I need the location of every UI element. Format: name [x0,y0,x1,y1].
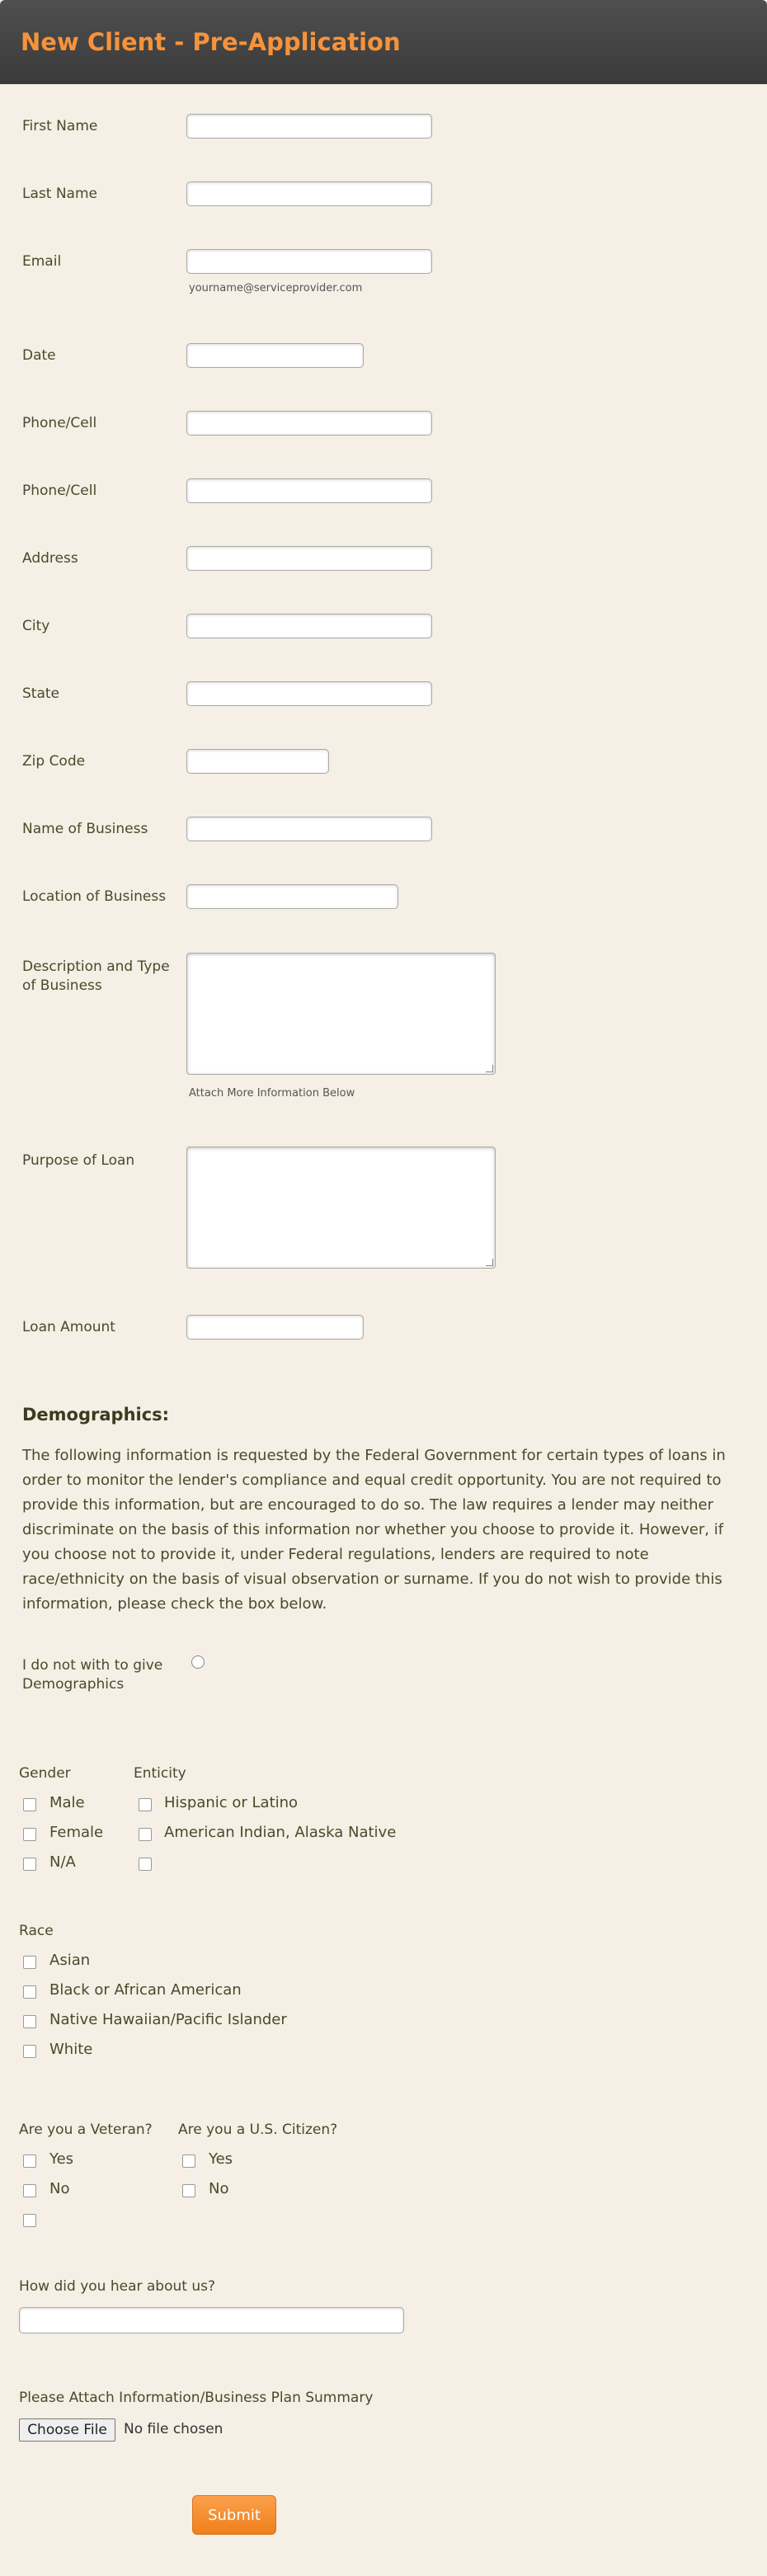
race-white-label: White [49,2041,93,2058]
file-status: No file chosen [124,2421,224,2437]
veteran-other-checkbox[interactable] [23,2214,36,2227]
veteran-label: Are you a Veteran? [19,2122,153,2138]
veteran-no-checkbox[interactable] [23,2184,36,2197]
demographics-opt-out-radio[interactable] [191,1655,205,1669]
referral-label: How did you hear about us? [19,2278,215,2295]
email-label: Email [22,253,62,270]
ethnicity-american-indian-label: American Indian, Alaska Native [164,1824,397,1841]
race-label: Race [19,1923,54,1939]
loan-purpose-label: Purpose of Loan [22,1152,135,1169]
address-input[interactable] [186,546,432,571]
business-description-textarea[interactable] [186,953,496,1075]
city-input[interactable] [186,614,432,638]
gender-male-label: Male [49,1794,85,1811]
citizen-no-checkbox[interactable] [182,2184,195,2197]
veteran-yes-label: Yes [49,2150,74,2168]
ethnicity-label: Enticity [134,1765,186,1782]
citizen-no-label: No [209,2180,229,2197]
form-header [0,0,767,84]
last-name-label: Last Name [22,186,97,202]
citizen-yes-label: Yes [209,2150,233,2168]
loan-purpose-textarea[interactable] [186,1147,496,1269]
demographics-text: The following information is requested by the Federal Government for certain types of loans in order to monitor the lender's compliance and equal credit opportunity. You are not required to provide this information, but are encouraged to do so. The law requires a lender may neither discriminate on the basis of this information nor whether you choose to provide it. However, if you choose not to provide it, under Federal regulations, lenders are required to note race/ethnicity on the basis of visual observation or surname. If you do not wish to provide this information, please check the box below. [22,1447,726,1613]
state-input[interactable] [186,681,432,706]
citizen-label: Are you a U.S. Citizen? [178,2122,338,2138]
zip-code-label: Zip Code [22,753,86,770]
ethnicity-hispanic-checkbox[interactable] [139,1798,152,1811]
veteran-no-label: No [49,2180,70,2197]
business-name-input[interactable] [186,817,432,841]
business-description-label: Description and Type of Business [22,958,170,994]
race-pacific-islander-checkbox[interactable] [23,2015,36,2028]
gender-na-label: N/A [49,1853,76,1871]
gender-male-checkbox[interactable] [23,1798,36,1811]
gender-female-checkbox[interactable] [23,1828,36,1841]
resize-handle-icon[interactable] [486,1065,493,1072]
ethnicity-hispanic-label: Hispanic or Latino [164,1794,299,1811]
form-title: New Client - Pre-Application [21,28,401,56]
phone-cell-label-2: Phone/Cell [22,483,97,499]
last-name-input[interactable] [186,181,432,206]
attachment-label: Please Attach Information/Business Plan Summary [19,2390,374,2406]
resize-handle-icon[interactable] [486,1259,493,1266]
demographics-heading: Demographics: [22,1405,170,1425]
ethnicity-american-indian-checkbox[interactable] [139,1828,152,1841]
submit-button[interactable]: Submit [192,2495,276,2535]
veteran-yes-checkbox[interactable] [23,2155,36,2168]
gender-female-label: Female [49,1824,104,1841]
referral-input[interactable] [19,2307,404,2333]
demographics-opt-out-label: I do not with to give Demographics [22,1657,163,1693]
ethnicity-other-checkbox[interactable] [139,1858,152,1871]
email-input[interactable] [186,249,432,274]
business-name-label: Name of Business [22,821,148,837]
loan-amount-input[interactable] [186,1315,364,1340]
date-input[interactable] [186,343,364,368]
race-white-checkbox[interactable] [23,2045,36,2058]
race-asian-label: Asian [49,1952,91,1969]
business-location-input[interactable] [186,884,398,909]
email-sublabel: yourname@serviceprovider.com [189,282,363,294]
choose-file-button[interactable]: Choose File [19,2418,115,2442]
first-name-label: First Name [22,118,98,134]
first-name-input[interactable] [186,114,432,139]
race-black-checkbox[interactable] [23,1985,36,1999]
loan-amount-label: Loan Amount [22,1319,115,1335]
race-black-label: Black or African American [49,1981,242,1999]
phone-cell-input-1[interactable] [186,411,432,436]
business-location-label: Location of Business [22,888,167,905]
race-asian-checkbox[interactable] [23,1956,36,1969]
phone-cell-label-1: Phone/Cell [22,415,97,431]
citizen-yes-checkbox[interactable] [182,2155,195,2168]
city-label: City [22,618,50,634]
state-label: State [22,685,59,702]
address-label: Address [22,550,78,567]
race-pacific-islander-label: Native Hawaiian/Pacific Islander [49,2011,287,2028]
phone-cell-input-2[interactable] [186,478,432,503]
gender-label: Gender [19,1765,71,1782]
zip-code-input[interactable] [186,749,329,774]
date-label: Date [22,347,56,364]
gender-na-checkbox[interactable] [23,1858,36,1871]
business-description-sublabel: Attach More Information Below [189,1087,355,1100]
